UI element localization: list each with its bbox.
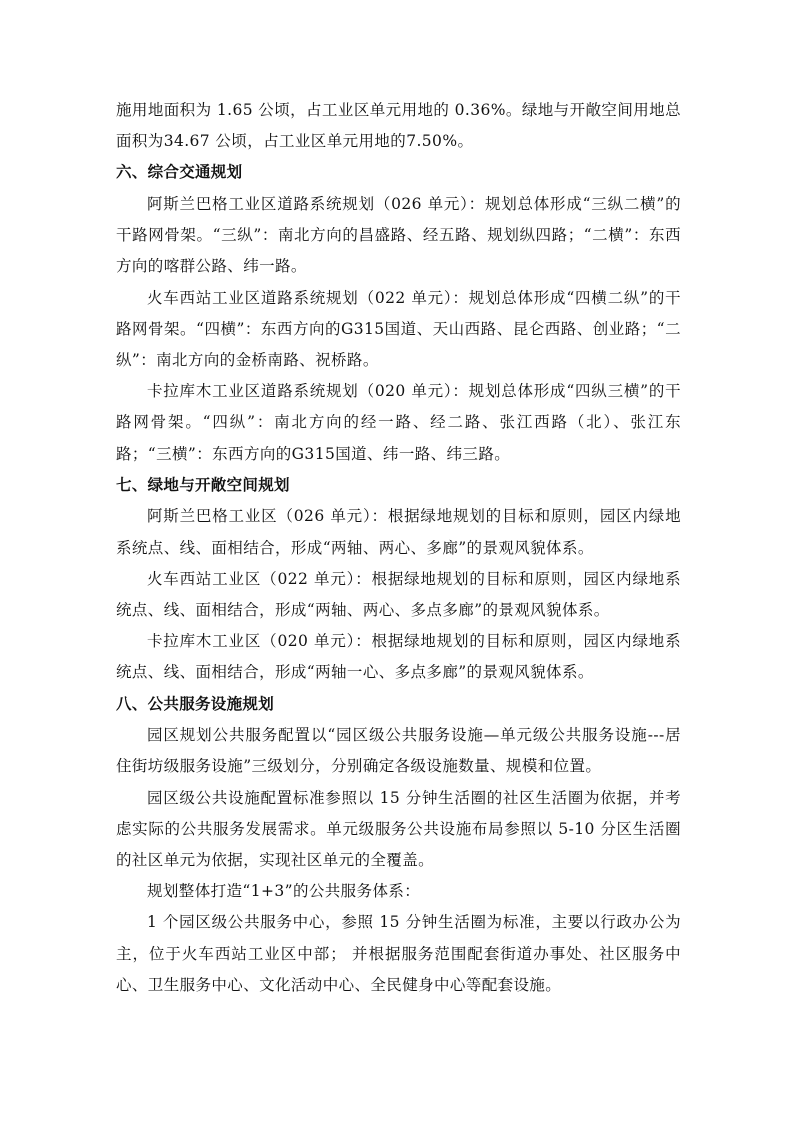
paragraph: 阿斯兰巴格工业区（026 单元）：根据绿地规划的目标和原则，园区内绿地系统点、线、面相结合，形成“两轴、两心、多廊”的景观风貌体系。: [116, 507, 681, 557]
paragraph: 规划整体打造“1+3”的公共服务体系：: [147, 882, 421, 901]
lead-paragraph: 施用地面积为 1.65 公顷，占工业区单元用地的 0.36%。绿地与开敞空间用地总面积为34.67 公顷，占工业区单元用地的7.50%。: [116, 101, 681, 151]
document-body: [116, 95, 681, 1001]
section-heading-public-services: 八、公共服务设施规划: [116, 694, 275, 713]
paragraph: 火车西站工业区道路系统规划（022 单元）：规划总体形成“四横二纵”的干路网骨架。“四横”：东西方向的G315国道、天山西路、昆仑西路、创业路；“二纵”：南北方向的金桥南路、祝桥路。: [116, 288, 681, 370]
section-heading-transport: 六、综合交通规划: [116, 163, 243, 182]
paragraph: 园区规划公共服务配置以“园区级公共服务设施—单元级公共服务设施---居住街坊级服务设施”三级划分，分别确定各级设施数量、规模和位置。: [116, 726, 681, 776]
section-heading-green-space: 七、绿地与开敞空间规划: [116, 475, 290, 494]
paragraph: 1 个园区级公共服务中心，参照 15 分钟生活圈为标准，主要以行政办公为主，位于火车西站工业区中部； 并根据服务范围配套街道办事处、社区服务中心、卫生服务中心、文化活动中心、全民健身中心等配套设施。: [116, 913, 681, 994]
paragraph: 园区级公共设施配置标准参照以 15 分钟生活圈的社区生活圈为依据，并考虑实际的公共服务发展需求。单元级服务公共设施布局参照以 5-10 分区生活圈的社区单元为依据，实现社区单元的全覆盖。: [116, 788, 681, 870]
paragraph: 火车西站工业区（022 单元）：根据绿地规划的目标和原则，园区内绿地系统点、线、面相结合，形成“两轴、两心、多点多廊”的景观风貌体系。: [116, 569, 681, 620]
paragraph: 卡拉库木工业区道路系统规划（020 单元）：规划总体形成“四纵三横”的干路网骨架。“四纵”：南北方向的经一路、经二路、张江西路（北）、张江东路；“三横”：东西方向的G315国道、纬一路、纬三路。: [116, 382, 681, 463]
paragraph: 阿斯兰巴格工业区道路系统规划（026 单元）：规划总体形成“三纵二横”的干路网骨架。“三纵”：南北方向的昌盛路、经五路、规划纵四路；“二横”：东西方向的喀群公路、纬一路。: [116, 195, 681, 276]
paragraph: 卡拉库木工业区（020 单元）：根据绿地规划的目标和原则，园区内绿地系统点、线、面相结合，形成“两轴一心、多点多廊”的景观风貌体系。: [116, 632, 681, 682]
